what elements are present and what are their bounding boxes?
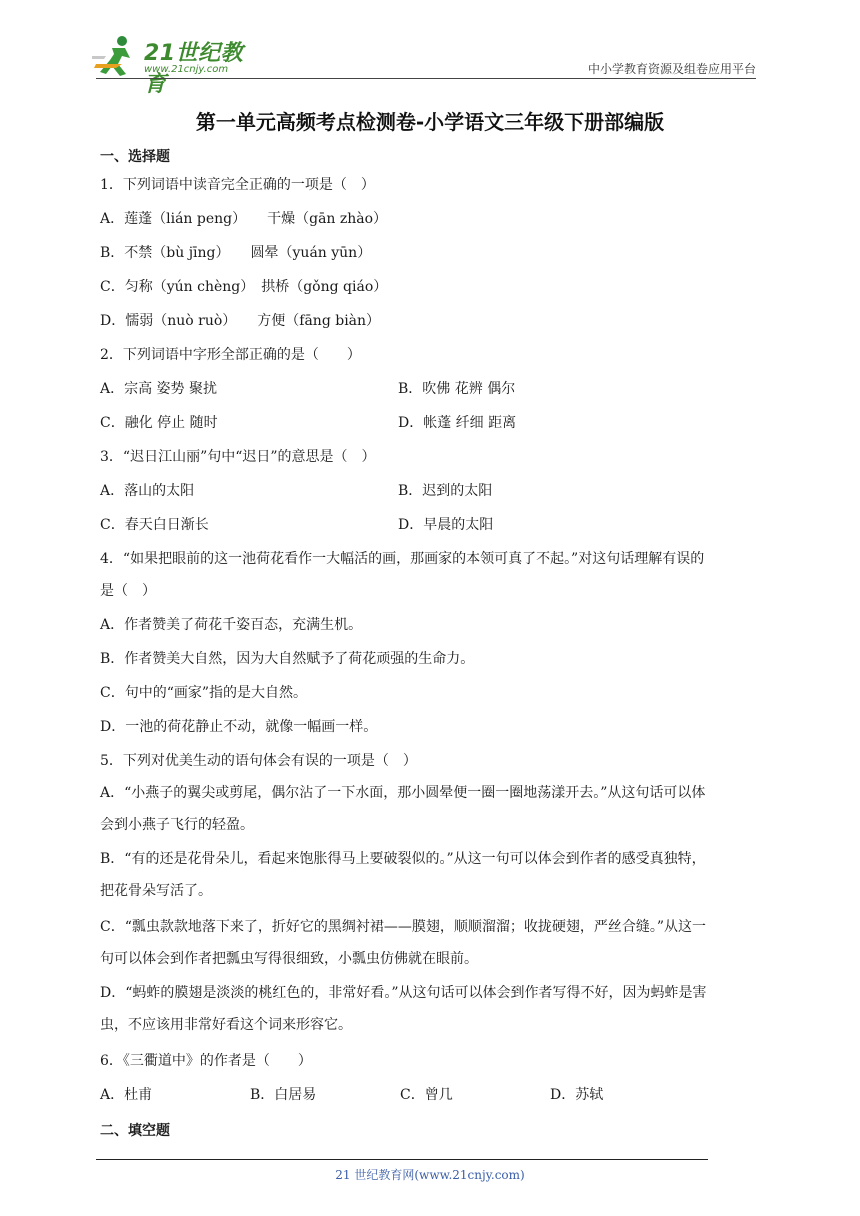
question-5-option-a-line-2: 会到小燕子飞行的轻盈。	[100, 817, 254, 833]
question-2-row-2	[100, 412, 764, 432]
question-4-stem-line-2: 是（ ）	[100, 583, 156, 599]
question-3-row-2	[100, 514, 764, 534]
question-1-option-a: A．莲蓬（lián peng） 干燥（gān zhào）	[100, 211, 388, 227]
question-2-option-c: C．融化 停止 随时	[100, 415, 218, 431]
question-6-option-b: B．白居易	[250, 1087, 317, 1103]
question-3-option-a: A．落山的太阳	[100, 483, 195, 499]
footer-source: 21 世纪教育网(www.21cnjy.com)	[335, 1168, 525, 1182]
question-3-option-d: D．早晨的太阳	[398, 517, 494, 533]
question-2-option-d: D．帐蓬 纤细 距离	[398, 415, 517, 431]
question-4-option-b: B．作者赞美大自然，因为大自然赋予了荷花顽强的生命力。	[100, 651, 475, 667]
question-5-option-b-line-2: 把花骨朵写活了。	[100, 883, 212, 899]
question-3-option-b: B．迟到的太阳	[398, 483, 493, 499]
question-4-stem-line-1: 4．“如果把眼前的这一池荷花看作一大幅活的画，那画家的本领可真了不起。”对这句话理解有误的	[100, 551, 705, 567]
question-6-option-a: A．杜甫	[100, 1087, 153, 1103]
header-tagline: 中小学教育资源及组卷应用平台	[587, 62, 756, 76]
question-1-option-d: D．懦弱（nuò ruò） 方便（fāng biàn）	[100, 313, 381, 329]
question-2-option-b: B．吹佛 花辨 偶尔	[398, 381, 516, 397]
page-header	[0, 0, 860, 97]
logo	[92, 34, 262, 97]
section-heading-choice: 一、选择题	[100, 149, 170, 165]
question-4-option-d: D．一池的荷花静止不动，就像一幅画一样。	[100, 719, 378, 735]
question-3-stem: 3．“迟日江山丽”句中“迟日”的意思是（ ）	[100, 449, 376, 465]
question-3-option-c: C．春天白日渐长	[100, 517, 209, 533]
question-1-option-c: C．匀称（yún chèng） 拱桥（gǒng qiáo）	[100, 279, 388, 295]
footer-divider	[96, 1159, 708, 1160]
question-5-stem: 5．下列对优美生动的语句体会有误的一项是（ ）	[100, 753, 417, 769]
question-5-option-c-line-2: 句可以体会到作者把瓢虫写得很细致，小瓢虫仿佛就在眼前。	[100, 951, 478, 967]
question-6-option-d: D．苏轼	[550, 1087, 604, 1103]
question-5-option-a-line-1: A．“小燕子的翼尖或剪尾，偶尔沾了一下水面，那小圆晕便一圈一圈地荡漾开去。”从这句话可以体	[100, 785, 706, 801]
question-1-option-b: B．不禁（bù jīng） 圆晕（yuán yūn）	[100, 245, 372, 261]
header-divider	[96, 78, 756, 79]
runner-logo-icon	[92, 34, 142, 78]
question-5-option-c-line-1: C．“瓢虫款款地落下来了，折好它的黑绸衬裙——膜翅，顺顺溜溜；收拢硬翅，严丝合缝。”从这一	[100, 919, 707, 935]
question-2-option-a: A．宗高 姿势 聚扰	[100, 381, 218, 397]
question-2-row-1	[100, 378, 764, 398]
brand-url: www.21cnjy.com	[144, 64, 229, 75]
page-title: 第一单元高频考点检测卷-小学语文三年级下册部编版	[195, 110, 665, 134]
question-6-option-c: C．曾几	[400, 1087, 453, 1103]
question-5-option-b-line-1: B．“有的还是花骨朵儿，看起来饱胀得马上要破裂似的。”从这一句可以体会到作者的感受真独特，	[100, 851, 706, 867]
question-4-option-a: A．作者赞美了荷花千姿百态，充满生机。	[100, 617, 363, 633]
question-1-stem: 1．下列词语中读音完全正确的一项是（ ）	[100, 177, 375, 193]
question-2-stem: 2．下列词语中字形全部正确的是（ ）	[100, 347, 361, 363]
question-5-option-d-line-2: 虫，不应该用非常好看这个词来形容它。	[100, 1017, 352, 1033]
question-6-stem: 6．《三衢道中》的作者是（ ）	[100, 1053, 312, 1069]
section-heading-fill-blank: 二、填空题	[100, 1123, 170, 1139]
question-3-row-1	[100, 480, 764, 500]
question-4-option-c: C．句中的“画家”指的是大自然。	[100, 685, 308, 701]
question-5-option-d-line-1: D．“蚂蚱的膜翅是淡淡的桃红色的，非常好看。”从这句话可以体会到作者写得不好，因为蚂蚱是害	[100, 985, 707, 1001]
brand-name: 21世纪教育	[144, 41, 244, 97]
